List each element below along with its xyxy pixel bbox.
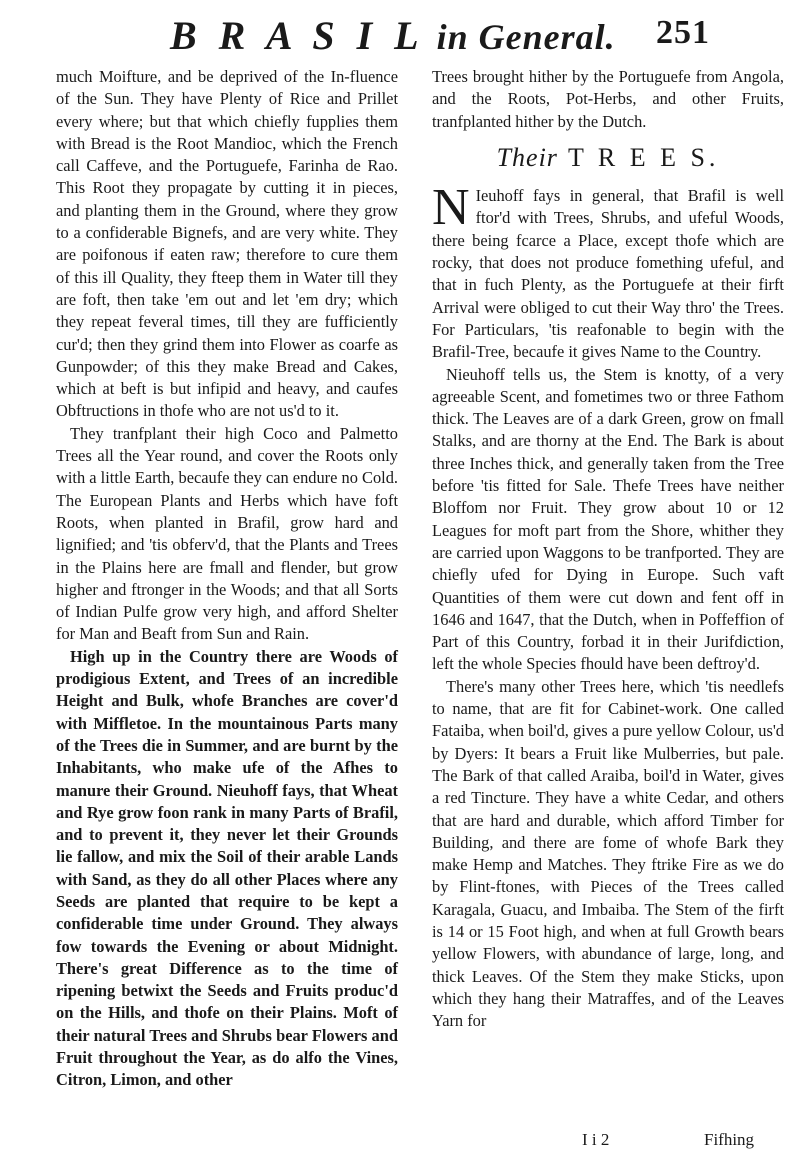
right-column: [432, 66, 784, 1032]
page-footer: [0, 1130, 800, 1156]
page-number: 251: [656, 14, 710, 51]
left-column: [56, 66, 398, 1092]
left-paragraph-1: much Moifture, and be deprived of the In-fluence of the Sun. They have Plenty of Rice and Prillet every where; but that which chiefly fupplies them with Bread is the Root Mandioc, which the French call Caffeve, and the Portuguefe, Farinha de Rao. This Root they propagate by cutting it in pieces, and planting them in the Ground, where they grow to a confiderable Bignefs, and are very white. They are poifonous if eaten raw; therefore to cure them of this ill Quality, they fteep them in Water till they are foft, then take 'em out and let 'em dry; which they repeat feveral times, till they are fufficiently cur'd; then they grind them into Flower as coarfe as Gunpowder; of this they make Bread and Cakes, which at beft is but infipid and heavy, and caufes Obftructions in thofe who are not us'd to it.: [56, 67, 398, 421]
drop-cap: N: [432, 179, 470, 237]
right-paragraph-1: Trees brought hither by the Portuguefe from Angola, and the Roots, Pot-Herbs, and other Fruits, tranfplanted hither by the Dutch.: [432, 67, 784, 131]
right-paragraph-4: There's many other Trees here, which 'tis needlefs to name, that are fit for Cabinet-work. One called Fataiba, when boil'd, gives a pure yellow Colour, us'd by Dyers: It bears a Fruit like Mulberries, but pale. The Bark of that called Araiba, boil'd in Water, gives a red Tincture. They have a white Cedar, and others that are hard and durable, which afford Timber for Building, and there are fome of whofe Bark they make Hemp and Matches. They ftrike Fire as we do by Flint-ftones, with Pieces of the Trees called Karagala, Guacu, and Imbaiba. The Stem of the firft is 14 or 15 Foot high, and when at full Growth bears yellow Flowers, with abundance of large, long, and thick Leaves. Of the Stem they make Sticks, upon which they hang their Matraffes, and of the Leaves Yarn for: [432, 676, 784, 1031]
running-head-subtitle: in General.: [436, 17, 616, 57]
left-paragraph-3: High up in the Country there are Woods of prodigious Extent, and Trees of an incredible Height and Bulk, whofe Branches are cover'd with Miffletoe. In the mountainous Parts many of the Trees die in Summer, and are burnt by the Inhabitants, who make ufe of the Afhes to manure their Ground. Nieuhoff fays, that Wheat and Rye grow foon rank in many Parts of Brafil, and to prevent it, they never let their Grounds lie fallow, and mix the Soil of their arable Lands with Sand, as they do all other Places where any Seeds are planted that require to be kept a confiderable time under Ground. They always fow towards the Evening or about Midnight. There's great Difference as to the time of ripening betwixt the Seeds and Fruits produc'd on the Hills, and thofe on their Plains. Moft of their natural Trees and Shrubs bear Flowers and Fruit throughout the Year, as do alfo the Vines, Citron, Limon, and other: [56, 646, 398, 1090]
left-paragraph-2: They tranfplant their high Coco and Palmetto Trees all the Year round, and cover the Roots only with a little Earth, becaufe they can endure no Cold. The European Plants and Herbs which have foft Roots, when planted in Brafil, grow hard and lignified; and 'tis obferv'd, that the Plants and Trees in the Plains here are fmall and flender, but grow higher and ftronger in the Woods; and that all Sorts of Indian Pulfe grow very high, and afford Shelter for Man and Beaft from Sun and Rain.: [56, 423, 398, 644]
running-head-title: B R A S I L: [170, 13, 425, 58]
catchword: Fifhing: [704, 1130, 755, 1149]
running-head: [170, 12, 710, 58]
section-heading-italic: Their: [496, 142, 558, 172]
section-heading-caps: T R E E S.: [567, 142, 720, 172]
right-paragraph-3: Nieuhoff tells us, the Stem is knotty, of a very agreeable Scent, and fometimes two or three Fathom thick. The Leaves are of a dark Green, grow on fmall Stalks, and are thorny at the End. The Bark is about three Inches thick, and generally taken from the Tree before 'tis fitted for Sale. Thefe Trees have neither Bloffom nor Fruit. They grow about 10 or 12 Leagues for moft part from the Shore, whither they are carried upon Waggons to be tranfported. They are chiefly ufed for Dying in Europe. Such vaft Quantities of them were cut down and fent off in 1646 and 1647, that the Dutch, when in Poffeffion of Part of this Country, forbad it in their Jurifdiction, left the whole Species fhould have been deftroy'd.: [432, 364, 784, 674]
right-paragraph-2-text: Ieuhoff fays in general, that Brafil is well ftor'd with Trees, Shrubs, and ufeful Woods, there being fcarce a Place, except thofe which are rocky, that does not produce fomething ufeful, and that in fuch Plenty, as the Portuguefe at their firft Arrival were obliged to cut their Way thro' the Trees. For Particulars, 'tis reafonable to begin with the Brafil-Tree, becaufe it gives Name to the Country.: [432, 186, 784, 362]
section-heading: [432, 142, 784, 172]
signature-mark: I i 2: [582, 1130, 610, 1149]
right-paragraph-2: [432, 179, 784, 363]
